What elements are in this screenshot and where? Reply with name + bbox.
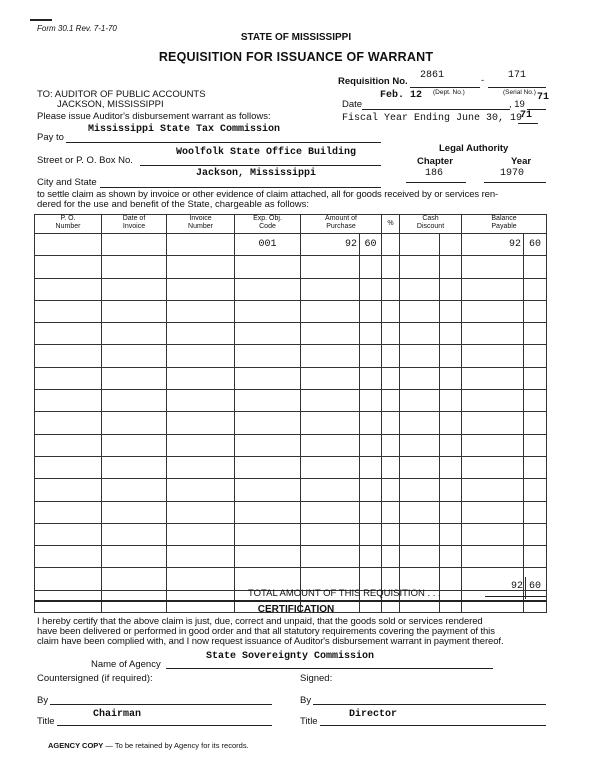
date-year-prefix: , 19 [509,99,525,110]
form-number: Form 30.1 Rev. 7-1-70 [37,24,117,33]
table-row [35,345,547,367]
table-row [35,390,547,412]
table-header-row [35,215,547,234]
instruction-text: Please issue Auditor's disbursement warrant as follows: [37,111,271,122]
table-row [35,278,547,300]
by-label-left: By [37,695,49,706]
requisition-dash: - [481,75,485,86]
title-line-right [320,725,546,726]
page-title: REQUISITION FOR ISSUANCE OF WARRANT [158,50,434,64]
fiscal-year-label: Fiscal Year Ending June 30, 19 [342,113,523,124]
fiscal-year-value: 71 [520,110,533,121]
table-row [35,256,547,278]
table-row [35,434,547,456]
row1-balance-dollars: 92 [462,234,524,256]
agency-value: State Sovereignty Commission [206,651,375,662]
street-value: Woolfolk State Office Building [176,147,357,158]
row1-exp-obj: 001 [235,234,301,256]
scan-mark [30,19,52,21]
addressee-line-1: TO: AUDITOR OF PUBLIC ACCOUNTS [37,89,206,100]
col-invoice-number: Invoice Number [167,215,235,234]
row1-amount-dollars: 92 [301,234,360,256]
chapter-value: 186 [425,168,444,179]
total-cents: 60 [529,581,542,592]
dept-no-caption: (Dept. No.) [433,89,465,96]
table-row [35,456,547,478]
table-row [35,501,547,523]
state-heading: STATE OF MISSISSIPPI [240,32,352,43]
city-value: Jackson, Mississippi [196,168,317,179]
date-value: Feb. 12 [380,90,423,101]
by-line-left [50,704,272,705]
pay-to-value: Mississippi State Tax Commission [88,124,281,135]
table-row [35,367,547,389]
certification-line-1: I hereby certify that the above claim is just, due, correct and unpaid, that the goods sold or services rendered [37,616,483,627]
col-percent: % [382,215,400,234]
date-line [362,109,510,110]
table-row [35,479,547,501]
dept-no-value: 2861 [420,70,445,81]
year-line [484,182,546,183]
by-line-right [313,704,546,705]
city-line [100,187,381,188]
agency-line [166,668,493,669]
street-label: Street or P. O. Box No. [37,155,133,166]
year-label: Year [511,156,532,167]
requisition-table [34,214,547,613]
title-label-right: Title [300,716,318,727]
chapter-line [406,182,466,183]
requisition-label: Requisition No. [338,76,408,87]
col-balance-payable: Balance Payable [462,215,547,234]
table-row [35,568,547,590]
total-label: TOTAL AMOUNT OF THIS REQUISITION . . . [248,588,441,599]
col-amount-of-purchase: Amount of Purchase [301,215,382,234]
title-left-value: Chairman [93,709,142,720]
serial-no-value: 171 [508,70,527,81]
countersigned-label: Countersigned (if required): [37,673,153,684]
legal-authority-heading: Legal Authority [439,143,509,154]
col-cash-discount: Cash Discount [400,215,462,234]
table-row [35,412,547,434]
certification-heading: CERTIFICATION [257,604,335,615]
footer-note [48,741,249,750]
col-date-of-invoice: Date of Invoice [102,215,167,234]
total-divider [525,577,526,599]
total-dollars: 92 [511,581,524,592]
date-label: Date [342,99,363,110]
title-line-left [57,725,272,726]
certification-line-3: claim have been complied with, and I now request issuance of Auditor's disbursement warrant in payment thereof. [37,636,504,647]
by-label-right: By [300,695,312,706]
table-row [35,523,547,545]
pay-to-label: Pay to [37,132,64,143]
serial-no-line [488,87,546,88]
table-row [35,323,547,345]
chapter-label: Chapter [417,156,453,167]
row1-balance-cents: 60 [524,234,547,256]
signed-label: Signed: [300,673,333,684]
fiscal-year-line [518,123,538,124]
serial-no-caption: (Serial No.) [503,89,536,96]
addressee-line-2: JACKSON, MISSISSIPPI [57,99,164,110]
table-row [35,546,547,568]
certification-line-2: have been delivered or performed in good order and that all statutory requirements covering the payment of this [37,626,495,637]
table-row [35,300,547,322]
dept-no-line [410,87,480,88]
footer-agency-copy: AGENCY COPY [48,741,104,750]
street-line [140,165,381,166]
pay-to-line [66,142,381,143]
city-label: City and State [37,177,97,188]
year-value: 1970 [500,168,525,179]
agency-label: Name of Agency [91,659,161,670]
table-row [35,234,547,256]
col-po-number: P. O. Number [35,215,102,234]
col-exp-obj-code: Exp. Obj. Code [235,215,301,234]
settle-text-line-1: to settle claim as shown by invoice or other evidence of claim attached, all for goods received by or services ren- [37,189,499,200]
title-label-left: Title [37,716,55,727]
total-line [485,596,546,597]
row1-amount-cents: 60 [360,234,382,256]
date-year-value: 71 [537,92,550,103]
total-divider-rule [34,600,546,602]
settle-text-line-2: dered for the use and benefit of the State, chargeable as follows: [37,199,309,210]
footer-retain-text: — To be retained by Agency for its records. [103,741,249,750]
title-right-value: Director [349,709,398,720]
